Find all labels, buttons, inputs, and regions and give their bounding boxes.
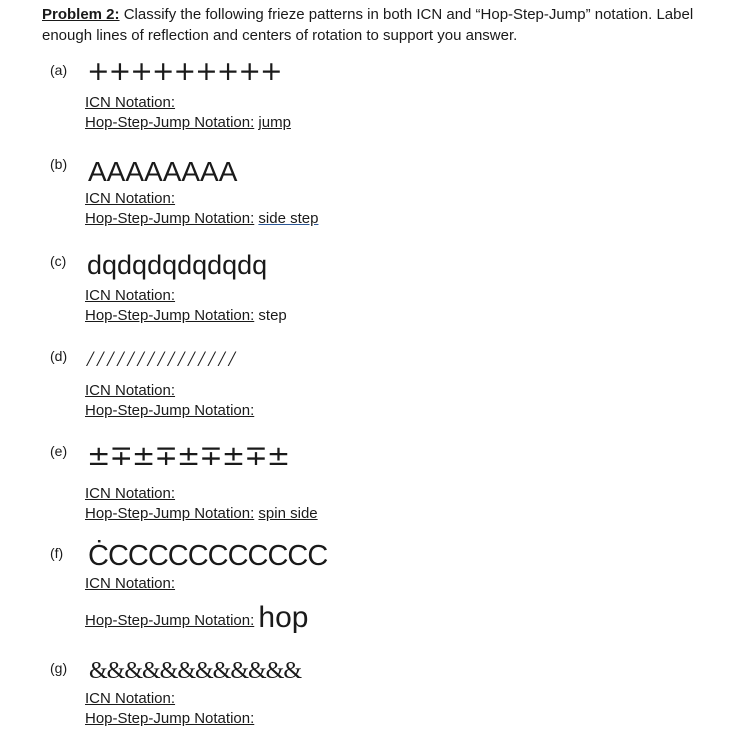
frieze-pattern-plusminus: ±∓±∓±∓±∓± [87, 439, 290, 472]
problem-letter: (b) [50, 156, 68, 172]
icn-line [85, 485, 175, 502]
problem-letter: (g) [50, 660, 68, 676]
problem-letter: (a) [50, 62, 68, 78]
problem-letter: (f) [50, 545, 64, 561]
hsj-label: Hop-Step-Jump Notation: [85, 307, 255, 324]
hsj-label: Hop-Step-Jump Notation: [85, 210, 255, 227]
hsj-label: Hop-Step-Jump Notation: [85, 402, 255, 419]
hsj-line [85, 114, 291, 131]
icn-label: ICN Notation: [85, 94, 176, 111]
hsj-answer: jump [258, 114, 291, 131]
hsj-answer: step [258, 307, 287, 324]
icn-label: ICN Notation: [85, 485, 176, 502]
frieze-pattern-c: ĊCCCCCCCCCCC [88, 540, 328, 572]
icn-line [85, 287, 175, 304]
problem-statement [42, 4, 722, 46]
hsj-line [85, 210, 318, 227]
icn-line [85, 575, 175, 592]
frieze-pattern-a: AAAAAAAA [88, 156, 238, 187]
icn-label: ICN Notation: [85, 287, 176, 304]
frieze-pattern-ampersand: &&&&&&&&&&&& [89, 658, 302, 684]
problem-title: Problem 2: [42, 6, 120, 23]
frieze-pattern-slash: /////////////// [87, 346, 239, 371]
hsj-label: Hop-Step-Jump Notation: [85, 710, 255, 727]
hsj-line [85, 505, 318, 522]
hsj-answer: spin side [258, 505, 318, 522]
icn-line [85, 690, 175, 707]
frieze-pattern-plus: +++++++++ [87, 56, 282, 87]
icn-line [85, 382, 175, 399]
hsj-answer: side step [258, 210, 319, 227]
hsj-line [85, 599, 308, 633]
hsj-line [85, 402, 254, 419]
icn-line [85, 190, 175, 207]
hsj-line [85, 307, 287, 324]
problem-letter: (c) [50, 253, 67, 269]
icn-label: ICN Notation: [85, 575, 176, 592]
hsj-label: Hop-Step-Jump Notation: [85, 612, 255, 629]
icn-label: ICN Notation: [85, 190, 176, 207]
hsj-label: Hop-Step-Jump Notation: [85, 505, 255, 522]
icn-line [85, 94, 175, 111]
hsj-label: Hop-Step-Jump Notation: [85, 114, 255, 131]
problem-letter: (d) [50, 348, 68, 364]
problem-instructions: Classify the following frieze patterns in both ICN and “Hop-Step-Jump” notation. Label enough lines of reflection and centers of rotation to support you answer. [42, 6, 694, 44]
hsj-answer: hop [258, 601, 309, 634]
icn-label: ICN Notation: [85, 690, 176, 707]
hsj-line [85, 710, 254, 727]
problem-letter: (e) [50, 443, 68, 459]
icn-label: ICN Notation: [85, 382, 176, 399]
frieze-pattern-dq: dqdqdqdqdqdq [87, 250, 268, 280]
